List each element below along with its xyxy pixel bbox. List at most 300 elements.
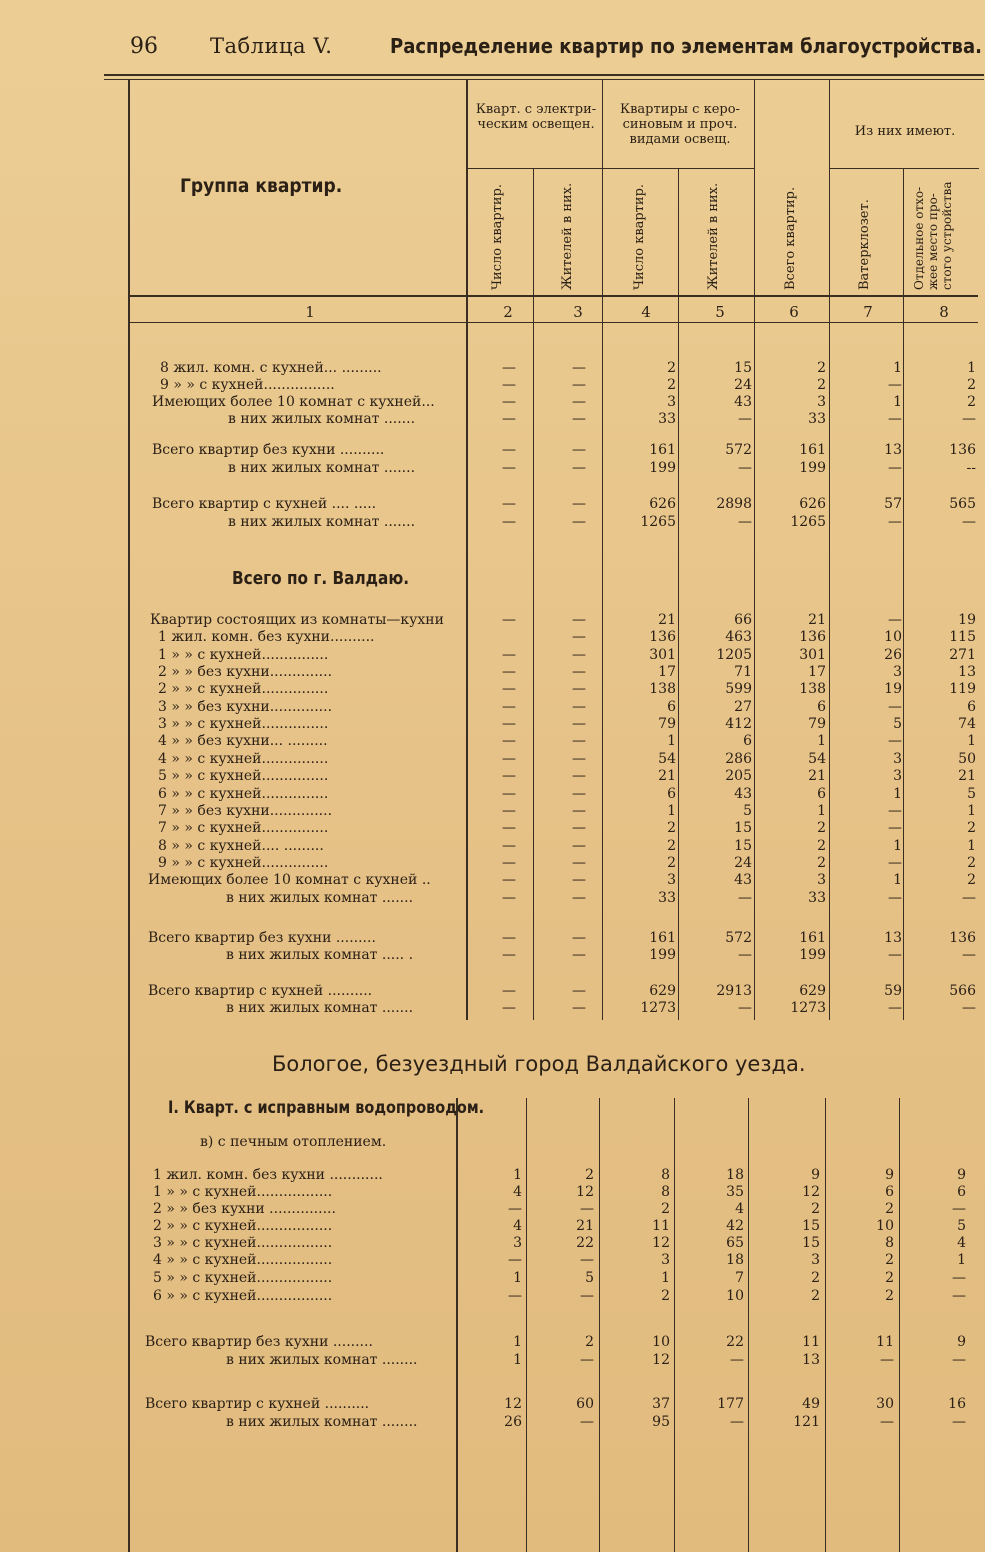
row-label: 8 » » с кухней.... .........: [158, 837, 324, 854]
cell-value: —: [888, 460, 902, 476]
cell-value: 301: [649, 646, 676, 663]
cell-value: 8: [661, 1167, 670, 1183]
table-row: [0, 612, 985, 629]
table-row: [0, 890, 985, 907]
cell-value: —: [738, 514, 752, 530]
cell-value: 3: [513, 1235, 522, 1251]
cell-value: 1: [513, 1270, 522, 1286]
cell-value: 119: [949, 681, 976, 698]
cell-value: 4: [957, 1235, 966, 1251]
row-label: 3 » » без кухни..............: [158, 698, 333, 715]
table-row: [0, 664, 985, 681]
cell-value: 17: [808, 664, 826, 681]
row-label: 5 » » с кухней.................: [153, 1270, 333, 1286]
cell-value: 2: [967, 377, 976, 393]
table-row: [0, 411, 985, 428]
cell-value: —: [502, 750, 516, 767]
table-row: [0, 394, 985, 411]
subheader-rule-left: [466, 168, 754, 169]
table-row: [0, 838, 985, 855]
row-label: 3 » » с кухней.................: [153, 1235, 333, 1251]
cell-value: 271: [949, 646, 976, 663]
cell-value: 1: [967, 360, 976, 376]
cell-value: 71: [734, 664, 752, 681]
row-label: в них жилых комнат ........: [226, 1352, 418, 1368]
row-label: Всего квартир с кухней ..........: [148, 983, 373, 999]
cell-value: —: [888, 612, 902, 628]
row-label: в них жилых комнат ..... .: [226, 947, 414, 963]
cell-value: 66: [734, 612, 752, 628]
cell-value: —: [502, 460, 516, 476]
cell-value: 21: [658, 612, 676, 628]
cell-value: 6: [957, 1184, 966, 1200]
cell-value: 6: [885, 1184, 894, 1200]
cell-value: —: [730, 1414, 744, 1430]
cell-value: 463: [725, 629, 752, 646]
cell-value: —: [502, 377, 516, 393]
table-row: [0, 496, 985, 513]
cell-value: —: [502, 820, 516, 837]
row-label: 1 » » с кухней...............: [158, 646, 329, 663]
cell-value: 26: [504, 1414, 522, 1430]
cell-value: 22: [726, 1334, 744, 1350]
table-row: [0, 1000, 985, 1017]
cell-value: 2: [967, 394, 976, 410]
cell-value: 2: [667, 854, 676, 871]
cell-value: 2: [667, 377, 676, 393]
cell-value: 12: [652, 1352, 670, 1368]
cell-value: 54: [808, 750, 826, 767]
table-row: [0, 1288, 985, 1305]
cell-value: 11: [802, 1334, 820, 1350]
cell-value: —: [962, 514, 976, 530]
cell-value: 1: [817, 733, 826, 750]
cell-value: 19: [884, 681, 902, 698]
cell-value: 65: [726, 1235, 744, 1251]
cell-value: 2: [661, 1201, 670, 1217]
cell-value: 79: [808, 716, 826, 733]
cell-value: 1: [513, 1352, 522, 1368]
cell-value: 21: [808, 612, 826, 628]
cell-value: 4: [513, 1218, 522, 1234]
cell-value: 6: [667, 785, 676, 802]
cell-value: 2: [817, 837, 826, 854]
cell-value: —: [888, 947, 902, 963]
cell-value: —: [502, 983, 516, 999]
row-label: 9 » » с кухней...............: [158, 854, 329, 871]
cell-value: 15: [802, 1218, 820, 1234]
cell-value: —: [738, 460, 752, 476]
cell-value: 121: [793, 1414, 820, 1430]
table-row: [0, 1235, 985, 1252]
cell-value: —: [508, 1288, 522, 1304]
cell-value: 5: [967, 785, 976, 802]
cell-value: —: [580, 1414, 594, 1430]
cell-value: 95: [652, 1414, 670, 1430]
cell-value: 3: [893, 768, 902, 785]
cell-value: —: [572, 460, 586, 476]
col-number: 4: [641, 303, 651, 321]
cell-value: 3: [661, 1252, 670, 1268]
col2-header: Число квартир.: [490, 183, 505, 290]
header-rule-thin: [104, 79, 984, 80]
cell-value: 1: [957, 1252, 966, 1268]
cell-value: —: [572, 646, 586, 663]
cell-value: —: [580, 1252, 594, 1268]
cell-value: 572: [725, 930, 752, 946]
cell-value: 26: [884, 646, 902, 663]
cell-value: —: [572, 411, 586, 427]
cell-value: 2: [667, 820, 676, 837]
city-title: Бологое, безуездный город Валдайского уезда.: [272, 1052, 806, 1076]
cell-value: 2: [885, 1270, 894, 1286]
cell-value: 1: [967, 733, 976, 750]
cell-value: —: [502, 360, 516, 376]
cell-value: 21: [658, 768, 676, 785]
row-label: 6 » » с кухней.................: [153, 1288, 333, 1304]
cell-value: 12: [504, 1396, 522, 1412]
cell-value: —: [888, 854, 902, 871]
cell-value: —: [880, 1352, 894, 1368]
table-row: [0, 514, 985, 531]
cell-value: 1: [817, 802, 826, 819]
table-row: [0, 629, 985, 646]
cell-value: 33: [808, 411, 826, 427]
header-bottom-rule: [128, 295, 978, 297]
cell-value: 19: [958, 612, 976, 628]
cell-value: 1: [893, 785, 902, 802]
table-row: [0, 1334, 985, 1351]
cell-value: —: [572, 854, 586, 871]
cell-value: 13: [884, 442, 902, 458]
cell-value: 15: [802, 1235, 820, 1251]
cell-value: 49: [802, 1396, 820, 1412]
row-label: 3 » » с кухней...............: [158, 716, 329, 733]
cell-value: —: [502, 733, 516, 750]
cell-value: 6: [667, 698, 676, 715]
cell-value: —: [888, 411, 902, 427]
cell-value: 1273: [640, 1000, 676, 1016]
cell-value: —: [572, 733, 586, 750]
cell-value: 2913: [716, 983, 752, 999]
cell-value: —: [508, 1252, 522, 1268]
cell-value: 33: [808, 889, 826, 906]
cell-value: 4: [513, 1184, 522, 1200]
cell-value: —: [888, 698, 902, 715]
cell-value: 2: [967, 854, 976, 871]
cell-value: 18: [726, 1252, 744, 1268]
table-row: [0, 699, 985, 716]
table-row: [0, 983, 985, 1000]
col-number: 1: [305, 303, 315, 321]
cell-value: —: [962, 947, 976, 963]
cell-value: 50: [958, 750, 976, 767]
cell-value: 4: [735, 1201, 744, 1217]
cell-value: —: [572, 681, 586, 698]
cell-value: —: [502, 785, 516, 802]
cell-value: —: [572, 442, 586, 458]
cell-value: 9: [957, 1334, 966, 1350]
cell-value: 30: [876, 1396, 894, 1412]
cell-value: 13: [802, 1352, 820, 1368]
cell-value: —: [580, 1288, 594, 1304]
cell-value: —: [888, 733, 902, 750]
electric-header: Кварт. с электри-ческим освещен.: [475, 102, 597, 132]
cell-value: —: [888, 889, 902, 906]
cell-value: 10: [884, 629, 902, 646]
cell-value: 59: [884, 983, 902, 999]
table-row: [0, 1352, 985, 1369]
row-label: 2 » » без кухни..............: [158, 664, 333, 681]
row-label: в них жилых комнат .......: [226, 1000, 414, 1016]
cell-value: 286: [725, 750, 752, 767]
cell-value: 12: [652, 1235, 670, 1251]
cell-value: —: [952, 1414, 966, 1430]
cell-value: 6: [817, 785, 826, 802]
cell-value: 1273: [790, 1000, 826, 1016]
row-label: 2 » » без кухни ...............: [153, 1201, 336, 1217]
cell-value: —: [502, 514, 516, 530]
table-row: [0, 1414, 985, 1431]
row-label: 4 » » с кухней.................: [153, 1252, 333, 1268]
cell-value: 5: [957, 1218, 966, 1234]
table-row: [0, 768, 985, 785]
cell-value: —: [738, 947, 752, 963]
cell-value: 9: [885, 1167, 894, 1183]
cell-value: 16: [948, 1396, 966, 1412]
cell-value: 1: [513, 1167, 522, 1183]
cell-value: —: [962, 889, 976, 906]
cell-value: 35: [726, 1184, 744, 1200]
cell-value: —: [572, 612, 586, 628]
cell-value: 57: [884, 496, 902, 512]
cell-value: 60: [576, 1396, 594, 1412]
cell-value: 2: [885, 1201, 894, 1217]
cell-value: —: [738, 1000, 752, 1016]
cell-value: 2: [585, 1334, 594, 1350]
cell-value: —: [572, 889, 586, 906]
cell-value: —: [502, 646, 516, 663]
kerosene-header: Квартиры с керо-синовым и проч. видами освещ.: [620, 102, 740, 147]
col7-header: Ватерклозет.: [857, 199, 872, 290]
cell-value: 161: [649, 930, 676, 946]
table-number: Таблица V.: [210, 34, 333, 58]
row-label: 6 » » с кухней...............: [158, 785, 329, 802]
row-label: 8 жил. комн. с кухней... .........: [160, 360, 382, 376]
cell-value: 2: [817, 377, 826, 393]
row-label: Всего квартир с кухней ..........: [145, 1396, 370, 1412]
table-row: [0, 681, 985, 698]
cell-value: —: [888, 820, 902, 837]
row-label: 7 » » с кухней...............: [158, 820, 329, 837]
cell-value: —: [952, 1270, 966, 1286]
cell-value: 6: [743, 733, 752, 750]
have-header: Из них имеют.: [854, 124, 956, 139]
cell-value: 10: [876, 1218, 894, 1234]
cell-value: 626: [799, 496, 826, 512]
col-number: 8: [939, 303, 949, 321]
cell-value: —: [962, 1000, 976, 1016]
cell-value: 9: [957, 1167, 966, 1183]
cell-value: 1: [967, 837, 976, 854]
cell-value: —: [888, 1000, 902, 1016]
cell-value: —: [572, 930, 586, 946]
cell-value: —: [502, 394, 516, 410]
table-row: [0, 1270, 985, 1287]
cell-value: —: [502, 854, 516, 871]
valdai-title: Всего по г. Валдаю.: [232, 568, 410, 589]
row-label: 7 » » без кухни..............: [158, 802, 333, 819]
table-row: [0, 751, 985, 768]
row-label: в них жилых комнат .......: [228, 460, 416, 476]
col4-header: Число квартир.: [632, 183, 647, 290]
row-label: Квартир состоящих из комнаты—кухни: [150, 612, 444, 628]
cell-value: 626: [649, 496, 676, 512]
table-row: [0, 786, 985, 803]
row-label: в них жилых комнат .......: [228, 514, 416, 530]
cell-value: 1: [667, 733, 676, 750]
cell-value: 177: [717, 1396, 744, 1412]
cell-value: 42: [726, 1218, 744, 1234]
cell-value: —: [572, 947, 586, 963]
table-row: [0, 947, 985, 964]
cell-value: 6: [817, 698, 826, 715]
cell-value: —: [572, 983, 586, 999]
row-label: 4 » » с кухней...............: [158, 750, 329, 767]
cell-value: 136: [949, 442, 976, 458]
cell-value: 2: [817, 820, 826, 837]
table-row: [0, 1218, 985, 1235]
cell-value: —: [572, 377, 586, 393]
cell-value: —: [502, 947, 516, 963]
cell-value: 2: [967, 872, 976, 889]
table-row: [0, 1252, 985, 1269]
cell-value: 8: [885, 1235, 894, 1251]
cell-value: 1: [667, 802, 676, 819]
cell-value: —: [502, 664, 516, 681]
cell-value: 10: [652, 1334, 670, 1350]
cell-value: 3: [817, 394, 826, 410]
cell-value: —: [502, 889, 516, 906]
cell-value: 1: [893, 360, 902, 376]
table-row: [0, 872, 985, 889]
row-label: Всего квартир без кухни ..........: [152, 442, 385, 458]
cell-value: 301: [799, 646, 826, 663]
cell-value: 13: [958, 664, 976, 681]
col-number: 6: [789, 303, 799, 321]
cell-value: 138: [799, 681, 826, 698]
cell-value: —: [572, 716, 586, 733]
cell-value: 161: [799, 442, 826, 458]
col3-header: Жителей в них.: [560, 182, 575, 290]
cell-value: —: [572, 872, 586, 889]
cell-value: 54: [658, 750, 676, 767]
col8-header: Отдельное отхо-жее место про-стого устройства: [912, 181, 954, 290]
number-row-rule: [128, 322, 978, 323]
cell-value: 6: [967, 698, 976, 715]
header-rule: [104, 74, 984, 76]
cell-value: 565: [949, 496, 976, 512]
cell-value: 3: [893, 750, 902, 767]
cell-value: 33: [658, 411, 676, 427]
cell-value: 5: [893, 716, 902, 733]
cell-value: 43: [734, 394, 752, 410]
cell-value: 3: [893, 664, 902, 681]
cell-value: —: [572, 820, 586, 837]
cell-value: 12: [802, 1184, 820, 1200]
row-label: Всего квартир без кухни .........: [145, 1334, 373, 1350]
subsection-title: в) с печным отоплением.: [200, 1134, 387, 1150]
cell-value: 1205: [716, 646, 752, 663]
cell-value: 199: [649, 460, 676, 476]
cell-value: 3: [811, 1252, 820, 1268]
cell-value: 161: [649, 442, 676, 458]
cell-value: 572: [725, 442, 752, 458]
cell-value: 136: [649, 629, 676, 646]
cell-value: 136: [949, 930, 976, 946]
cell-value: 115: [949, 629, 976, 646]
cell-value: 2: [811, 1201, 820, 1217]
cell-value: 136: [799, 629, 826, 646]
row-label: в них жилых комнат .......: [226, 889, 414, 906]
table-row: [0, 460, 985, 477]
cell-value: —: [502, 698, 516, 715]
cell-value: 43: [734, 785, 752, 802]
cell-value: 2: [667, 360, 676, 376]
cell-value: —: [730, 1352, 744, 1368]
cell-value: 2: [885, 1252, 894, 1268]
cell-value: 79: [658, 716, 676, 733]
col-number: 5: [715, 303, 725, 321]
cell-value: —: [572, 768, 586, 785]
cell-value: —: [502, 496, 516, 512]
cell-value: 566: [949, 983, 976, 999]
row-label: Всего квартир с кухней .... .....: [152, 496, 377, 512]
cell-value: 1: [513, 1334, 522, 1350]
cell-value: 43: [734, 872, 752, 889]
row-label: 4 » » без кухни... .........: [158, 733, 328, 750]
cell-value: —: [572, 802, 586, 819]
cell-value: 15: [734, 837, 752, 854]
cell-value: —: [738, 411, 752, 427]
row-label: 2 » » с кухней.................: [153, 1218, 333, 1234]
cell-value: —: [508, 1201, 522, 1217]
cell-value: 199: [649, 947, 676, 963]
page-header: [0, 34, 985, 74]
cell-value: 10: [726, 1288, 744, 1304]
cell-value: —: [502, 837, 516, 854]
cell-value: 3: [667, 872, 676, 889]
cell-value: —: [502, 442, 516, 458]
table-row: [0, 930, 985, 947]
cell-value: --: [966, 460, 976, 476]
cell-value: 15: [734, 820, 752, 837]
cell-value: 1265: [790, 514, 826, 530]
cell-value: 21: [808, 768, 826, 785]
cell-value: 2: [811, 1288, 820, 1304]
cell-value: —: [502, 411, 516, 427]
cell-value: —: [572, 394, 586, 410]
group-label: Группа квартир.: [180, 175, 343, 197]
row-label: Имеющих более 10 комнат с кухней ..: [148, 872, 431, 889]
cell-value: 161: [799, 930, 826, 946]
cell-value: —: [502, 802, 516, 819]
table-row: [0, 1201, 985, 1218]
cell-value: 412: [725, 716, 752, 733]
cell-value: —: [502, 612, 516, 628]
cell-value: 24: [734, 854, 752, 871]
cell-value: —: [572, 785, 586, 802]
